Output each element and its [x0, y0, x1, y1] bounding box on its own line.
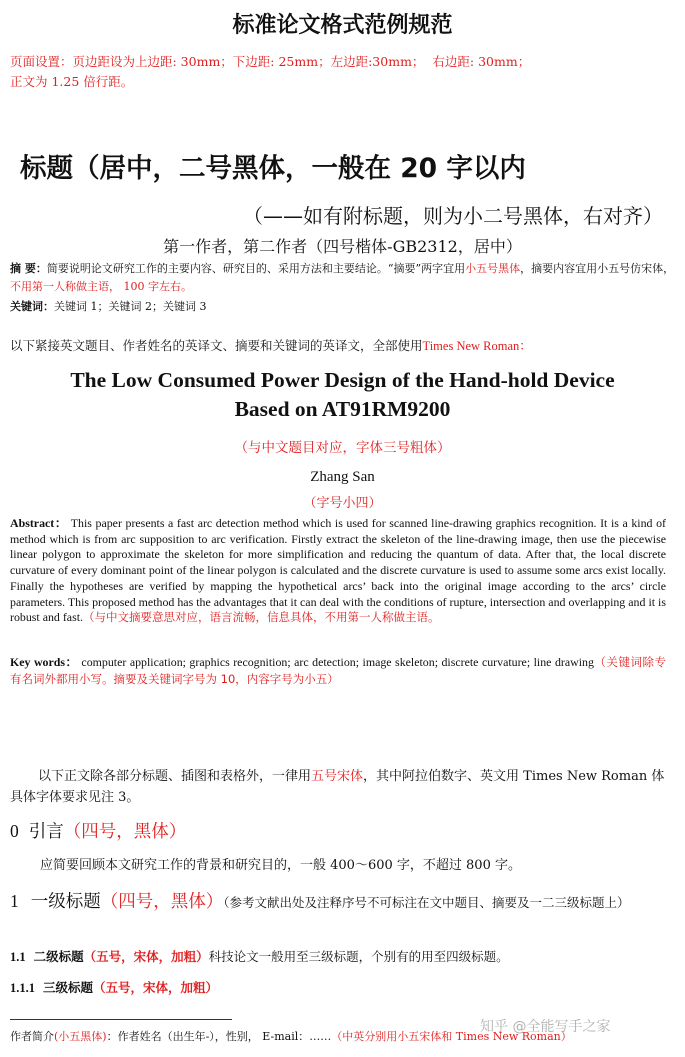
footnote-red1: (小五黑体) [54, 1030, 107, 1043]
heading-0-red: （四号，黑体） [63, 822, 187, 842]
footnote-red2: （中英分别用小五宋体和 Times New Roman） [331, 1030, 572, 1043]
intro-en-red: Times New Roman： [422, 339, 532, 353]
intro-en-text: 以下紧接英文题目、作者姓名的英译文、摘要和关键词的英译文，全部使用 [10, 338, 423, 353]
chinese-keywords [10, 298, 207, 314]
english-title-note: （与中文题目对应，字体三号粗体） [234, 440, 451, 456]
abstract-cn-red1: 小五号黑体 [465, 262, 521, 275]
heading-0-text: 引言 [28, 822, 64, 842]
page-setup-note [10, 52, 680, 92]
footnote-divider [10, 1019, 232, 1020]
page-title: 标准论文格式范例规范 [232, 13, 453, 38]
heading-3-number: 1.1.1 [10, 981, 35, 995]
heading-2-text: 二级标题 [33, 949, 84, 964]
chinese-authors: 第一作者，第二作者（四号楷体-GB2312，居中） [163, 237, 522, 256]
keywords-en-note: （关键词除专有名词外都用小写。摘要及关键词字号为 10，内容字号为小五） [10, 655, 666, 686]
english-keywords [10, 654, 666, 688]
body-intro-red: 五号宋体 [311, 769, 364, 784]
heading-3-red: （五号，宋体，加粗） [93, 980, 219, 995]
heading-3-text: 三级标题 [43, 980, 94, 995]
english-author: Zhang San [310, 469, 375, 485]
heading-level-2 [10, 947, 509, 965]
heading-1-text: 一级标题 [30, 892, 101, 912]
keywords-cn-text: 关键词 1；关键词 2；关键词 3 [54, 300, 207, 313]
chinese-subtitle: （——如有附标题，则为小二号黑体，右对齐） [243, 204, 663, 228]
abstract-en-text: This paper presents a fast arc detection method which is used for scanned line-drawing graphics recognition. It is a kind of method which is from arc supposition to arc verification. Firstly extract the skeleton of the line-drawing image, then use the piecewise linear polygon to approximate the skeleton for more simplification and reducing the quantum of data. After that, the local discrete curvature of every dominant point of the linear polygon is calculated and the discrete curvature is used to assume some arcs exist locally. Finally the hypotheses are verified by mapping the hypothetical arcs’ back into the original image according to the arcs’ circle parameters. This proposed method has the advantages that it can deal with the conditions of rupture, intersection and overlapping and it is robust and fast. [10, 516, 666, 625]
heading-1-number: 1 [10, 891, 19, 911]
keywords-en-label: Key words： [10, 655, 78, 669]
heading-2-note: 科技论文一般用至三级标题，个别有的用至四级标题。 [208, 949, 509, 964]
heading-2-red: （五号，宋体，加粗） [83, 949, 209, 964]
page-setup-part3: 正文为 1.25 倍行距。 [10, 74, 134, 89]
page-setup-part2: 右边距: 30mm； [432, 54, 531, 69]
page-setup-part1: 页面设置：页边距设为上边距: 30mm；下边距: 25mm；左边距:30mm； [10, 54, 425, 69]
keywords-cn-label: 关键词： [10, 300, 54, 313]
body-intro-paragraph [10, 766, 670, 808]
english-abstract [10, 516, 666, 626]
heading-1-note: （参考文献出处及注释序号不可标注在文中题目、摘要及一二三级标题上） [223, 895, 630, 910]
abstract-cn-label: 摘 要： [10, 262, 47, 275]
chinese-title: 标题（居中，二号黑体，一般在 20 字以内 [20, 153, 526, 184]
heading-introduction [10, 818, 186, 843]
heading-2-number: 1.1 [10, 950, 26, 964]
abstract-en-label: Abstract： [10, 516, 68, 530]
abstract-cn-text: 简要说明论文研究工作的主要内容、研究目的、采用方法和主要结论。“摘要”两字宜用 [46, 262, 466, 275]
zhihu-watermark: 知乎 @全能写手之家 [480, 1019, 611, 1035]
footnote-text: ：作者姓名（出生年-），性别， E-mail：…… [106, 1030, 332, 1043]
abstract-cn-red2: 不用第一人称做主语， 100 字左右。 [10, 280, 192, 293]
heading-0-number: 0 [10, 821, 19, 841]
english-author-note: （字号小四） [303, 496, 382, 511]
footnote-label: 作者简介 [10, 1030, 54, 1043]
heading-level-3 [10, 978, 218, 996]
english-title [0, 366, 685, 424]
body-intro-text1: 以下正文除各部分标题、插图和表格外，一律用 [38, 769, 312, 784]
body-intro-text2: ，其中阿拉伯数字、英文用 Times New Roman 体具体字体要求见注 3。 [10, 769, 665, 805]
abstract-en-note: （与中文摘要意思对应，语言流畅，信息具体，不用第一人称做主语。 [82, 610, 440, 625]
english-section-intro [10, 336, 680, 354]
abstract-cn-text2: ，摘要内容宜用小五号仿宋体， [520, 262, 675, 275]
english-title-line1: The Low Consumed Power Design of the Hand-hold Device [70, 368, 615, 392]
heading-1-red: （四号，黑体） [100, 892, 224, 912]
heading-level-1 [10, 890, 670, 914]
introduction-requirement: 应简要回顾本文研究工作的背景和研究目的，一般 400～600 字，不超过 800 字。 [40, 858, 521, 873]
keywords-en-text: computer application; graphics recognition; arc detection; image skeleton; discrete curvature; line drawing [77, 655, 594, 669]
chinese-abstract [10, 260, 680, 296]
english-title-line2: Based on AT91RM9200 [234, 397, 451, 421]
